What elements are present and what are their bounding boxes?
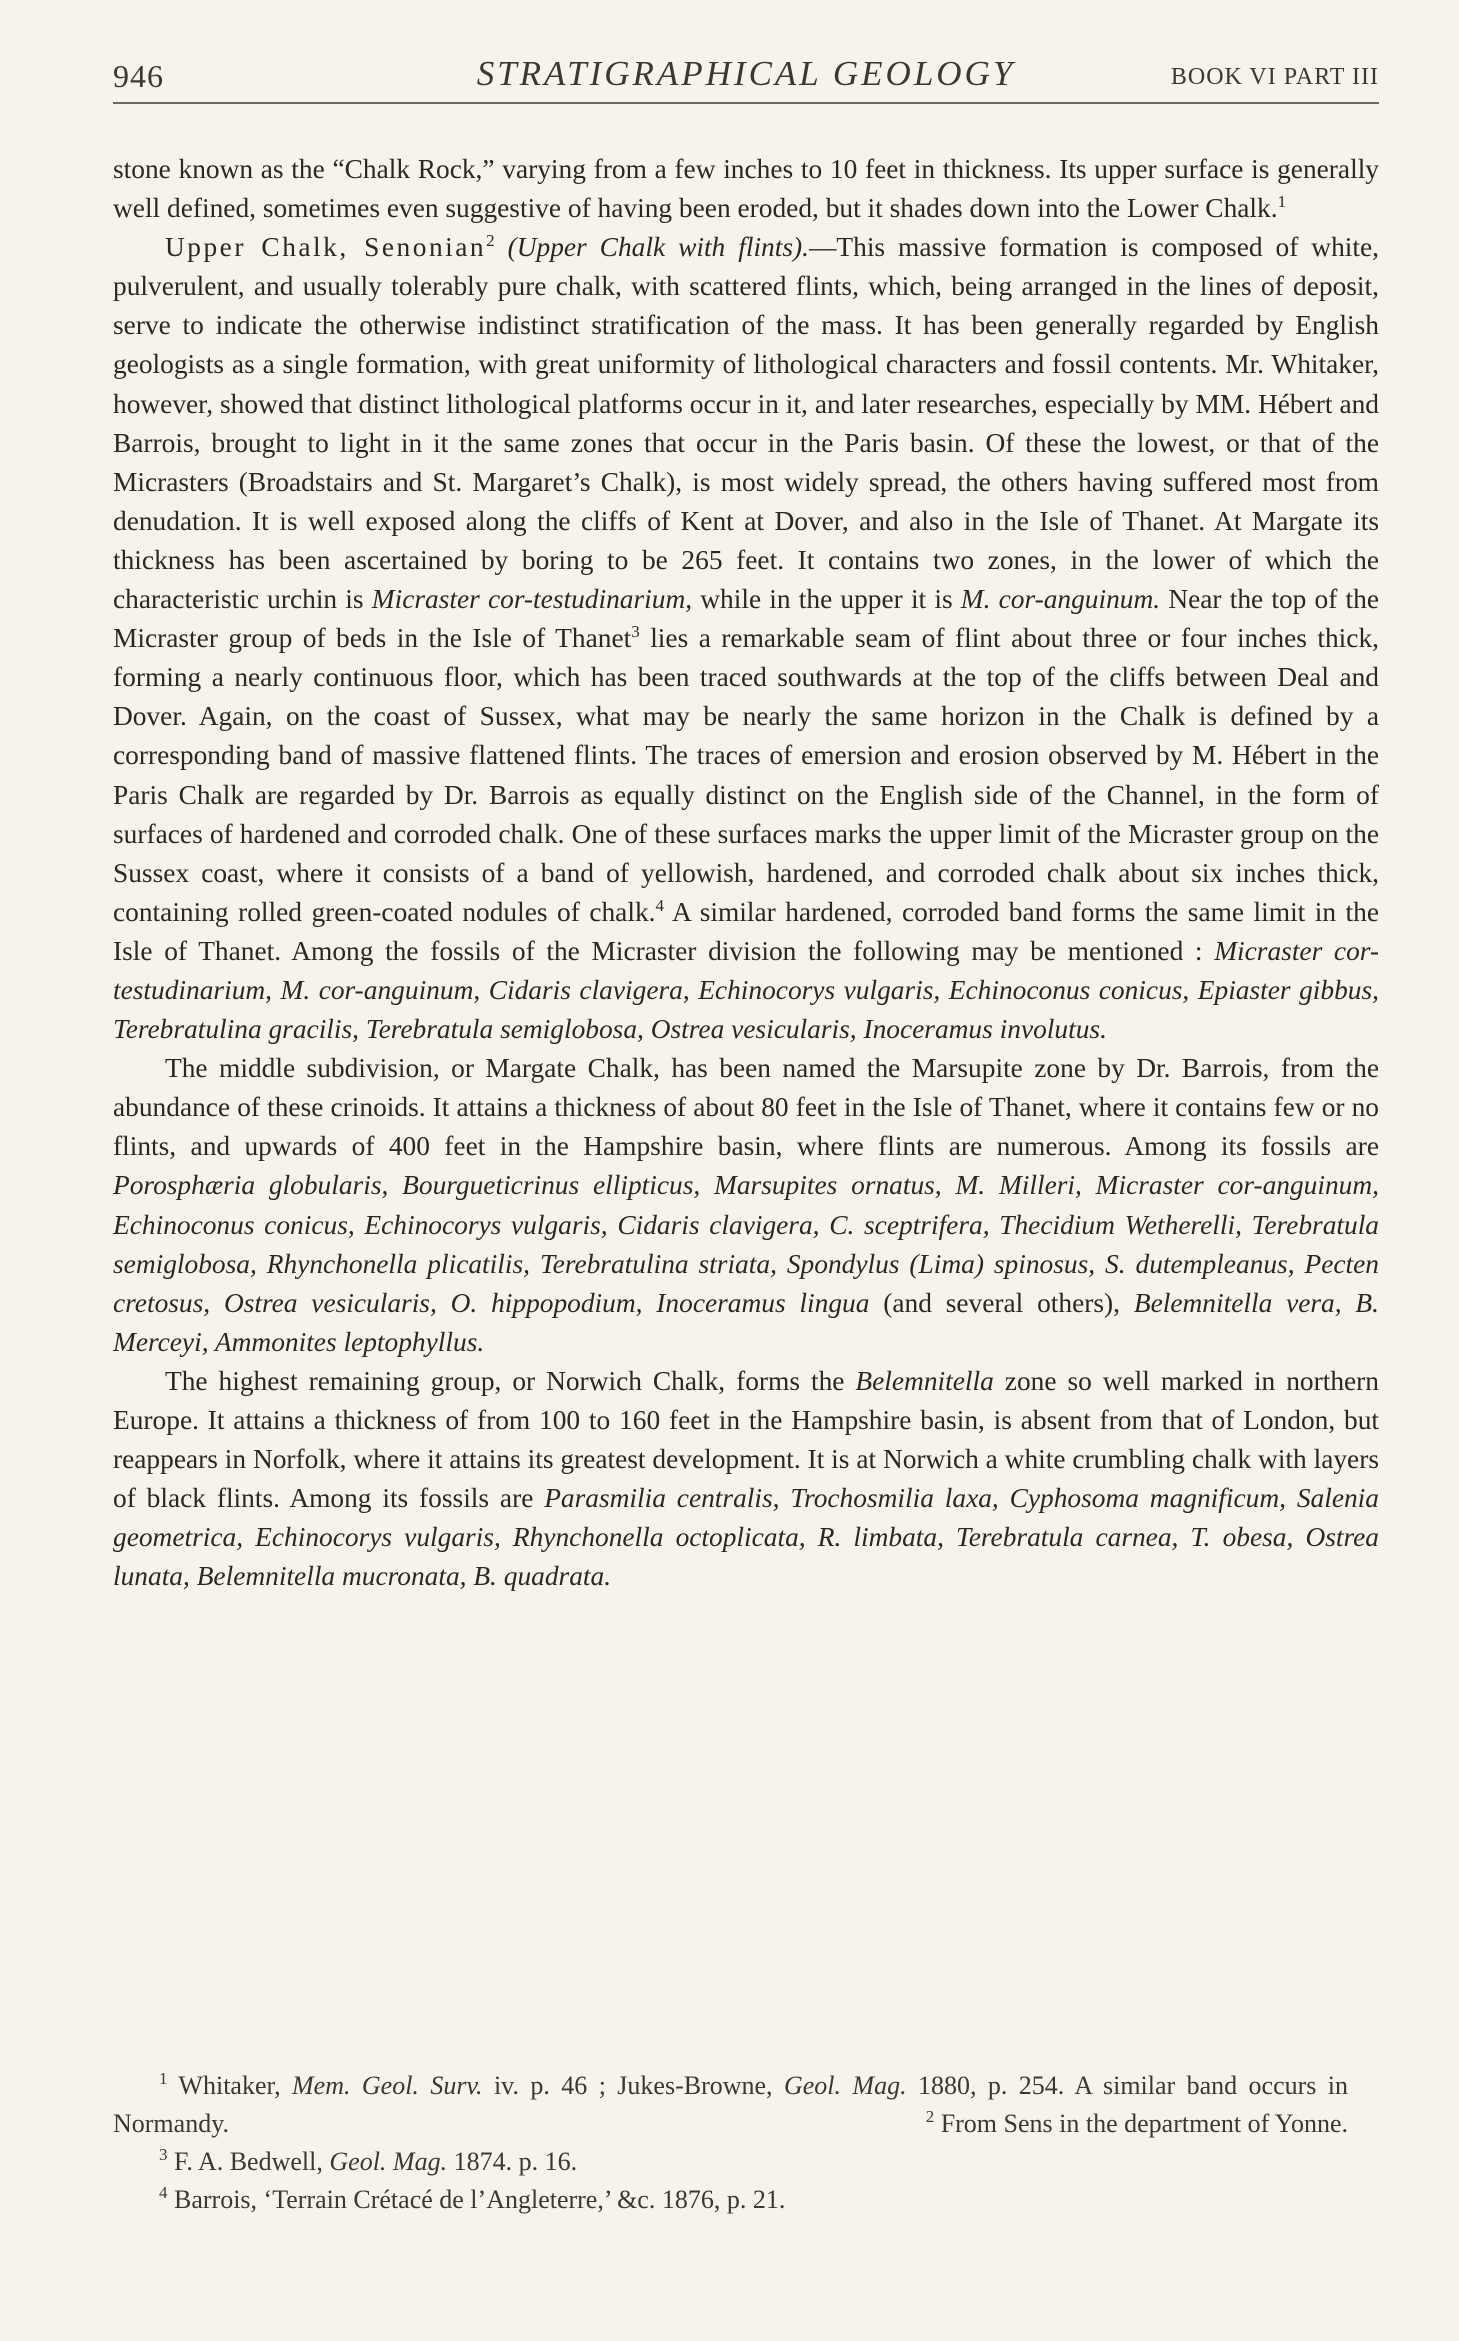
section-subheading: (Upper Chalk with flints). [507, 232, 809, 263]
fossil-list: Belemnitella vera, B. Merceyi, Ammonites leptophyllus. [113, 1287, 1379, 1357]
footnote-4: $^4$ Barrois, ‘Terrain Crétacé de l’Angleterre,’ &c. 1876, p. 21. [159, 2183, 786, 2214]
footnotes [113, 2067, 1348, 2219]
fossil-list: Porosphæria globularis, Bourgueticrinus ellipticus, Marsupites ornatus, M. Milleri, Micraster cor-anguinum, Echinoconus conicus, Echinocorys vulgaris, Cidaris clavigera, C. sceptrifera, Thecidium Wetherelli, Terebratula semiglobosa, Rhynchonella plicatilis, Terebratulina striata, Spondylus (Lima) spinosus, S. dutempleanus, Pecten cretosus, Ostrea vesicularis, O. hippopodium, Inoceramus lingua [113, 1170, 1379, 1318]
fossil-list: Parasmilia centralis, Trochosmilia laxa, Cyphosoma magnificum, Salenia geometrica, Echinocorys vulgaris, Rhynchonella octoplicata, R. limbata, Terebratula carnea, T. obesa, Ostrea lunata, Belemnitella mucronata, B. quadrata. [113, 1483, 1379, 1592]
fossil-list: Micraster cor-testudinarium, M. cor-anguinum, Cidaris clavigera, Echinocorys vulgaris, Echinoconus conicus, Epiaster gibbus, Terebratulina gracilis, Terebratula semiglobosa, Ostrea vesicularis, Inoceramus involutus. [113, 935, 1379, 1045]
running-header [113, 54, 1379, 104]
body-text [113, 150, 1379, 1596]
paragraph-chalk-rock: stone known as the “Chalk Rock,” varying from a few inches to 10 feet in thickness. Its upper surface is generally well defined, sometimes even suggestive of having been eroded, but it shades down into the Lower Chalk.$^1$ [113, 154, 1379, 224]
footnote-1: $^1$ Whitaker, Mem. Geol. Surv. iv. p. 46 ; Jukes-Browne, Geol. Mag. 1880, p. 254. A similar band occurs in Normandy. $^2$ From Sens in the department of Yonne. [113, 2067, 1348, 2143]
footnote-ref-3: 3 [631, 622, 640, 642]
footnote-3: $^3$ F. A. Bedwell, Geol. Mag. 1874. p. 16. [159, 2145, 578, 2176]
section-heading: Upper Chalk, Senonian [165, 232, 487, 263]
paragraph-upper-chalk: Upper Chalk, Senonian$^2$ (Upper Chalk with flints).—This massive formation is composed of white, pulverulent, and usually tolerably pure chalk, with scattered flints, which, being arranged in the lines of deposit, serve to indicate the otherwise indistinct stratification of the mass. It has been generally regarded by English geologists as a single formation, with great uniformity of lithological characters and fossil contents. Mr. Whitaker, however, showed that distinct lithological platforms occur in it, and later researches, especially by MM. Hébert and Barrois, brought to light in it the same zones that occur in the Paris basin. Of these the lowest, or that of the Micrasters (Broadstairs and St. Margaret’s Chalk), is most widely spread, the others having suffered most from denudation. It is well exposed along the cliffs of Kent at Dover, and also in the Isle of Thanet. At Margate its thickness has been ascertained by boring to be 265 feet. It contains two zones, in the lower of which the characteristic urchin is Micraster cor-testudinarium, while in the upper it is M. cor-anguinum. Near the top of the Micraster group of beds in the Isle of Thanet$^3$ lies a remarkable seam of flint about three or four inches thick, forming a nearly continuous floor, which has been traced southwards at the top of the cliffs between Deal and Dover. Again, on the coast of Sussex, what may be nearly the same horizon in the Chalk is defined by a corresponding band of massive flattened flints. The traces of emersion and erosion observed by M. Hébert in the Paris Chalk are regarded by Dr. Barrois as equally distinct on the English side of the Channel, in the form of surfaces of hardened and corroded chalk. One of these surfaces marks the upper limit of the Micraster group on the Sussex coast, where it consists of a band of yellowish, hardened, and corroded chalk about six inches thick, containing rolled green-coated nodules of chalk.$^4$ A similar hardened, corroded band forms the same limit in the Isle of Thanet. Among the fossils of the Micraster division the following may be mentioned : Micraster cor-testudinarium, M. cor-anguinum, Cidaris clavigera, Echinocorys vulgaris, Echinoconus conicus, Epiaster gibbus, Terebratulina gracilis, Terebratula semiglobosa, Ostrea vesicularis, Inoceramus involutus. [113, 231, 1380, 1045]
running-title: STRATIGRAPHICAL GEOLOGY [476, 54, 1016, 93]
footnote-2: $^2$ From Sens in the department of Yonne. [925, 2107, 1348, 2138]
book-part-label: BOOK VI PART III [1170, 64, 1379, 90]
footnote-ref-4: 4 [655, 895, 664, 915]
paragraph-margate-chalk: The middle subdivision, or Margate Chalk, has been named the Marsupite zone by Dr. Barrois, from the abundance of these crinoids. It attains a thickness of about 80 feet in the Isle of Thanet, where it contains few or no flints, and upwards of 400 feet in the Hampshire basin, where flints are numerous. Among its fossils are Porosphæria globularis, Bourgueticrinus ellipticus, Marsupites ornatus, M. Milleri, Micraster cor-anguinum, Echinoconus conicus, Echinocorys vulgaris, Cidaris clavigera, C. sceptrifera, Thecidium Wetherelli, Terebratula semiglobosa, Rhynchonella plicatilis, Terebratulina striata, Spondylus (Lima) spinosus, S. dutempleanus, Pecten cretosus, Ostrea vesicularis, O. hippopodium, Inoceramus lingua (and several others), Belemnitella vera, B. Merceyi, Ammonites leptophyllus. [113, 1053, 1379, 1357]
paragraph-norwich-chalk: The highest remaining group, or Norwich Chalk, forms the Belemnitella zone so well marked in northern Europe. It attains a thickness of from 100 to 160 feet in the Hampshire basin, is absent from that of London, but reappears in Norfolk, where it attains its greatest development. It is at Norwich a white crumbling chalk with layers of black flints. Among its fossils are Parasmilia centralis, Trochosmilia laxa, Cyphosoma magnificum, Salenia geometrica, Echinocorys vulgaris, Rhynchonella octoplicata, R. limbata, Terebratula carnea, T. obesa, Ostrea lunata, Belemnitella mucronata, B. quadrata. [113, 1365, 1379, 1592]
footnote-ref-1: 1 [1277, 192, 1287, 212]
footnote-ref-2: 2 [486, 231, 495, 251]
page-number: 946 [113, 58, 164, 94]
